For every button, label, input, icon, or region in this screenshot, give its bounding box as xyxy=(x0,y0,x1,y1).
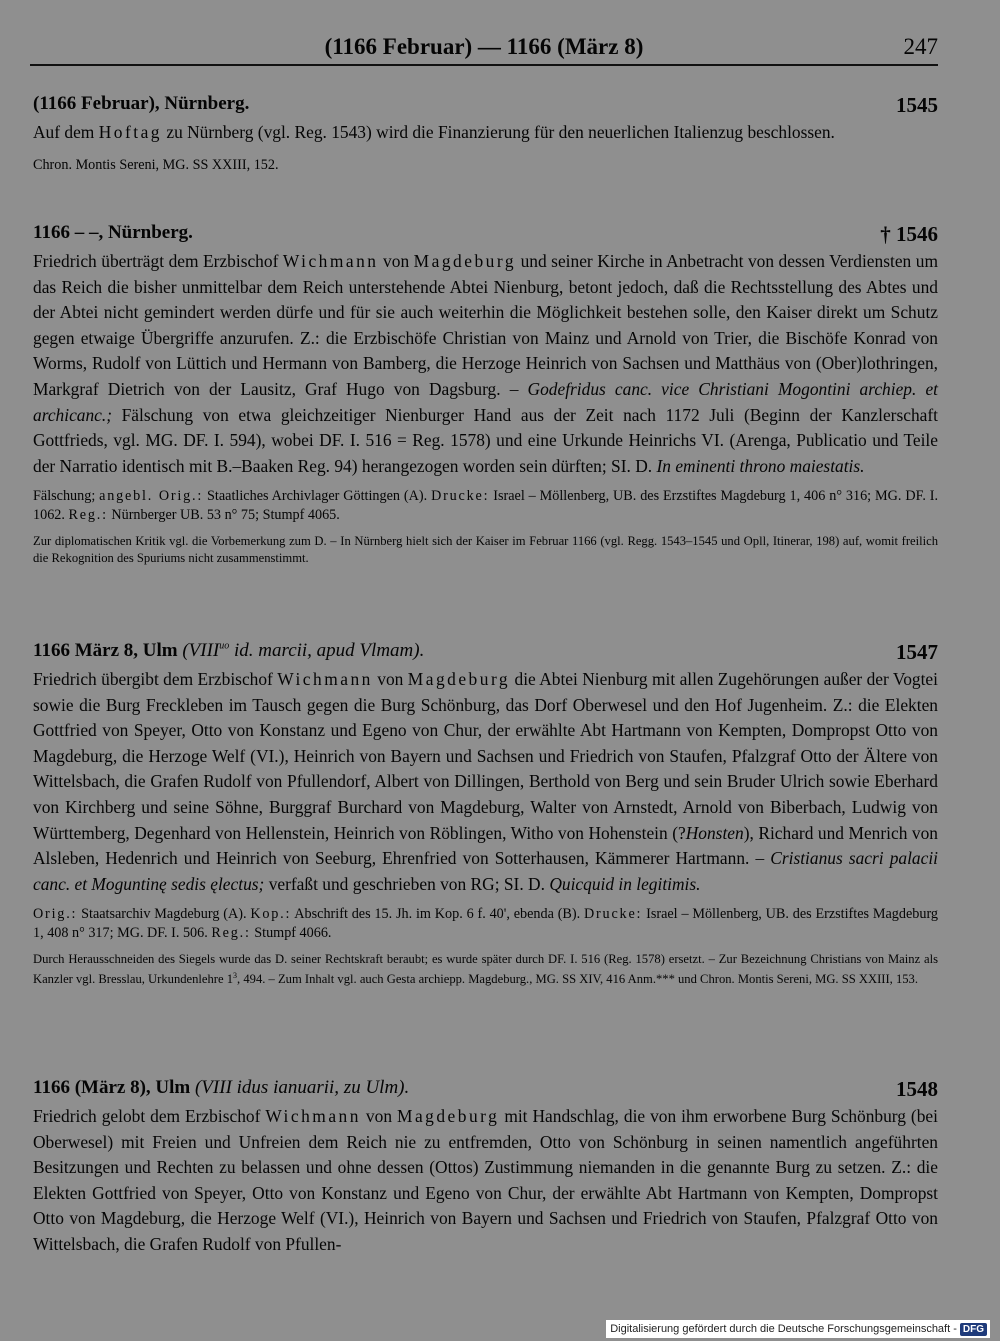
text: Staatsarchiv Magdeburg (A). xyxy=(81,906,247,923)
entry-1546 xyxy=(33,222,938,566)
entry-number: 1545 xyxy=(896,93,938,117)
entry-heading xyxy=(33,1077,938,1104)
text: von xyxy=(383,251,410,271)
spaced-text: Reg.: xyxy=(211,925,251,942)
entry-summary xyxy=(33,1104,938,1258)
spaced-text: Wichmann xyxy=(277,669,373,689)
entry-source: Chron. Montis Sereni, MG. SS XXIII, 152. xyxy=(33,156,279,173)
italic-text: Cristianus sacri palacii canc. et Moguntinę sedis ęlectus; xyxy=(33,848,938,894)
text: zu Nürnberg (vgl. Reg. 1543) wird die Finanzierung für den neuerlichen Italienzug beschlossen. xyxy=(166,122,835,142)
entry-heading xyxy=(33,640,938,667)
dfg-logo: DFG xyxy=(960,1323,987,1336)
text: von xyxy=(377,669,404,689)
text: und seiner Kirche in Anbetracht von dessen Verdiensten um das Reich die bisher unmittelbar dem Reich unterstehende Abtei Nienburg, betont jedoch, daß die Rechtsstellung des Abtes und der Abtei nicht gemindert werden dürfe und für sie auch weiterhin die Möglichkeit bestehen solle, den Kaiser direkt um Schutz gegen etwaige Übergriffe anzurufen. Z.: die Erzbischöfe Christian von Mainz und Arnold von Trier, die Bischöfe Konrad von Worms, Rudolf von Lüttich und Hermann von Bamberg, die Herzoge Heinrich von Sachsen und Matthäus von (Ober)lothringen, Markgraf Dietrich von der Lausitz, Graf Hugo von Dagsburg. – xyxy=(33,251,938,399)
entry-1547 xyxy=(33,640,938,987)
text: Fälschung von etwa gleichzeitiger Nienburger Hand aus der Zeit nach 1172 Juli (Beginn der Kanzlerschaft Gottfrieds, vgl. MG. DF. I. 594), wobei DF. I. 516 = Reg. 1578) und eine Urkunde Heinrichs VI. (Arenga, Publicatio und Teile der Narratio identisch mit B.–Baaken Reg. 94) herangezogen worden sein dürften; SI. D. xyxy=(33,404,938,476)
entry-date: 1166 (März 8), Ulm xyxy=(33,1077,191,1098)
spaced-text: Magdeburg xyxy=(407,669,511,689)
funding-footer xyxy=(606,1320,990,1338)
superscript: uo xyxy=(219,640,230,652)
spaced-text: Wichmann xyxy=(282,251,379,271)
text: Fälschung; xyxy=(33,488,96,505)
italic-text: Godefridus canc. vice Christiani Mogontini archiep. et archicanc.; xyxy=(33,378,938,425)
text: Stumpf 4066. xyxy=(254,925,332,942)
entry-number: 1548 xyxy=(896,1077,938,1101)
entry-tradition xyxy=(33,487,938,525)
spaced-text: Drucke: xyxy=(583,906,643,923)
running-title: (1166 Februar) — 1166 (März 8) xyxy=(324,34,644,59)
spaced-text: Drucke: xyxy=(431,488,490,505)
italic-text: id. marcii, apud Vlmam). xyxy=(234,640,425,661)
text: Nürnberger UB. 53 n° 75; Stumpf 4065. xyxy=(111,507,340,524)
italic-text: Quicquid in legitimis. xyxy=(549,873,701,894)
text: Friedrich gelobt dem Erzbischof xyxy=(33,1106,261,1126)
entry-date: (1166 Februar), Nürnberg. xyxy=(33,93,250,114)
page-number: 247 xyxy=(903,34,938,59)
spaced-text: Magdeburg xyxy=(413,251,517,271)
text: Israel – Möllenberg, UB. des Erzstiftes Magdeburg 1, 406 n° 316; MG. DF. I. 1062. xyxy=(33,488,939,524)
entry-note xyxy=(33,951,938,987)
text: mit Handschlag, die von ihm erworbene Burg Schönburg (bei Oberwesel) mit Freien und Unfreien dem Reich nie zu entfremden, Otto von Schönburg in seinen namentlich angeführten Besitzungen und Rechten zu belassen und ohne dessen (Ottos) Zustimmung niemanden in die genannte Burg zu setzen. Z.: die Elekten Gottfried von Speyer, Otto von Konstanz und Egeno von Chur, der erwählte Abt Hartmann von Kempten, Dompropst Otto von Magdeburg, die Herzoge Welf (VI.), Heinrich von Bayern und Sachsen und Friedrich von Staufen, Pfalzgraf Otto von Wittelsbach, die Grafen Rudolf von Pfullen- xyxy=(33,1106,938,1254)
text: Auf dem xyxy=(33,122,95,142)
entry-summary xyxy=(33,249,938,479)
text: verfaßt und geschrieben von RG; SI. D. xyxy=(268,873,545,894)
entry-tradition xyxy=(33,905,938,943)
footer-text: Digitalisierung gefördert durch die Deutsche Forschungsgemeinschaft - xyxy=(610,1323,957,1335)
spaced-text: Wichmann xyxy=(265,1106,361,1126)
italic-text: In eminenti throno maiestatis. xyxy=(656,455,865,476)
entry-summary xyxy=(33,667,938,897)
text: Durch Herausschneiden des Siegels wurde das D. seiner Rechtskraft beraubt; es wurde später durch DF. I. 516 (Reg. 1578) ersetzt. – Zur Bezeichnung Christians von Mainz als Kanzler vgl. Bresslau, Urkundenlehre 1 xyxy=(33,952,938,986)
entry-number: † 1546 xyxy=(880,222,938,246)
entry-1545 xyxy=(33,93,938,175)
text: Friedrich übergibt dem Erzbischof xyxy=(33,669,273,689)
superscript: 3 xyxy=(233,970,238,980)
italic-text: (VIII idus ianuarii, zu Ulm). xyxy=(194,1077,410,1098)
entry-summary xyxy=(33,120,938,146)
spaced-text: Hoftag xyxy=(98,122,162,142)
spaced-text: Reg.: xyxy=(68,507,108,524)
spaced-text: angebl. Orig.: xyxy=(99,488,204,505)
italic-text: Honsten xyxy=(685,822,744,843)
entry-date: 1166 – –, Nürnberg. xyxy=(33,222,193,243)
text: , 494. – Zum Inhalt vgl. auch Gesta archiepp. Magdeburg., MG. SS XIV, 416 Anm.*** und Chron. Montis Sereni, MG. SS XXIII, 153. xyxy=(237,971,918,986)
text: Staatliches Archivlager Göttingen (A). xyxy=(207,488,428,505)
entry-date: 1166 März 8, Ulm xyxy=(33,640,178,661)
spaced-text: Magdeburg xyxy=(396,1106,500,1126)
text: die Abtei Nienburg mit allen Zugehörungen außer der Vogtei sowie die Burg Freckleben im Tausch gegen die Burg Schönburg, das Dorf Oberwesel und den Hof Jugenheim. Z.: die Elekten Gottfried von Speyer, Otto von Konstanz und Egeno von Chur, der erwählte Abt Hartmann von Kempten, Dompropst Otto von Magdeburg, die Herzoge Welf (VI.), Heinrich von Bayern und Sachsen und Friedrich von Staufen, Pfalzgraf Otto der Ältere von Wittelsbach, die Grafen Rudolf von Pfullendorf, Albert von Dillingen, Berthold von Berg und sein Bruder Ulrich sowie Eberhard von Kirchberg und seine Söhne, Burggraf Burchard von Magdeburg, Walter von Arnstedt, Arnold von Biberbach, Ludwig von Württemberg, Degenhard von Hellenstein, Heinrich von Röblingen, Witho von Hohenstein (? xyxy=(33,669,938,843)
text: Abschrift des 15. Jh. im Kop. 6 f. 40', ebenda (B). xyxy=(294,906,581,923)
text: Friedrich überträgt dem Erzbischof xyxy=(33,251,279,271)
entry-number: 1547 xyxy=(896,640,938,664)
spaced-text: Kop.: xyxy=(250,906,292,923)
text: Israel – Möllenberg, UB. des Erzstiftes Magdeburg 1, 408 n° 317; MG. DF. I. 506. xyxy=(33,906,939,942)
spaced-text: Orig.: xyxy=(33,906,78,923)
entry-1548 xyxy=(33,1077,938,1258)
entry-heading xyxy=(33,222,938,249)
italic-text: (VIII xyxy=(182,640,220,661)
entry-note: Zur diplomatischen Kritik vgl. die Vorbemerkung zum D. – In Nürnberg hielt sich der Kaiser im Februar 1166 (vgl. Regg. 1543–1545 und Opll, Itinerar, 198) auf, womit freilich die Rekognition des Spuriums nicht zusammenstimmt. xyxy=(33,534,938,565)
text: ), Richard und Menrich von Alsleben, Hedenrich und Heinrich von Seeburg, Ehrenfried von Sotterhausen, Kämmerer Hartmann. – xyxy=(33,822,939,869)
entry-heading xyxy=(33,93,938,120)
text: von xyxy=(365,1106,393,1126)
page-header xyxy=(30,34,938,66)
